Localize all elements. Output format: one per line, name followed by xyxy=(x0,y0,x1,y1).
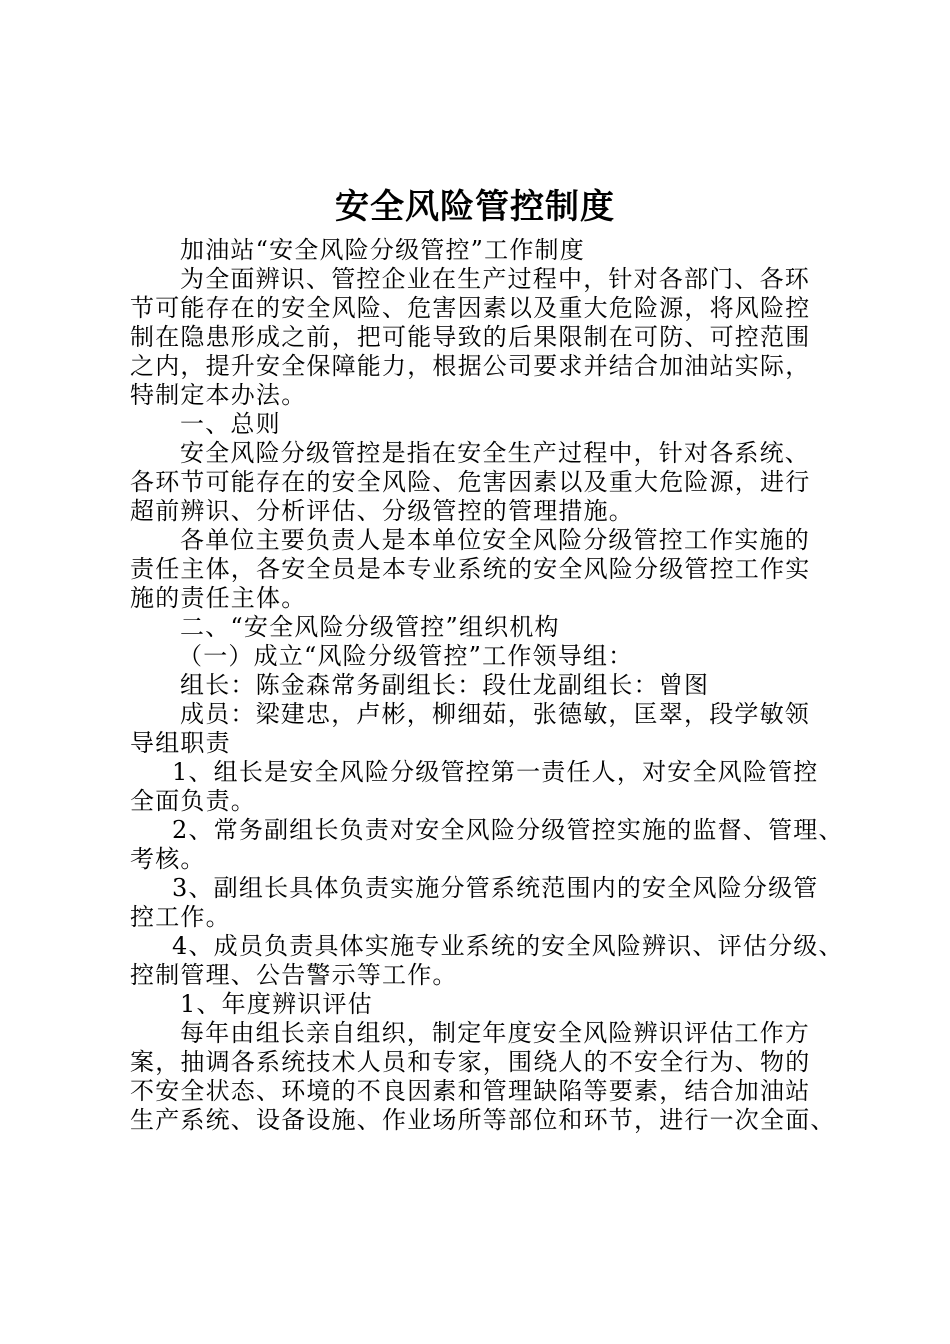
paragraph-line: 各单位主要负责人是本单位安全风险分级管控工作实施的 xyxy=(180,526,810,554)
section-heading: 1、年度辨识评估 xyxy=(180,990,373,1018)
list-item: 4、成员负责具体实施专业系统的安全风险辨识、评估分级、 xyxy=(172,932,844,960)
section-heading: 二、“安全风险分级管控”组织机构 xyxy=(180,613,560,641)
paragraph-line: 责任主体，各安全员是本专业系统的安全风险分级管控工作实 xyxy=(130,555,811,583)
paragraph-line: 案，抽调各系统技术人员和专家，围绕人的不安全行为、物的 xyxy=(130,1048,811,1076)
document-title: 安全风险管控制度 xyxy=(335,187,615,227)
paragraph-line: 安全风险分级管控是指在安全生产过程中，针对各系统、 xyxy=(180,439,810,467)
paragraph-line: 成员：梁建忠，卢彬，柳细茹，张德敏，匡翠，段学敏领 xyxy=(180,700,810,728)
paragraph-line: 各环节可能存在的安全风险、危害因素以及重大危险源，进行 xyxy=(130,468,811,496)
paragraph-line: 施的责任主体。 xyxy=(130,584,307,612)
paragraph-line: 节可能存在的安全风险、危害因素以及重大危险源，将风险控 xyxy=(130,294,811,322)
paragraph-line: 为全面辨识、管控企业在生产过程中，针对各部门、各环 xyxy=(180,265,810,293)
paragraph-line: 每年由组长亲自组织，制定年度安全风险辨识评估工作方 xyxy=(180,1019,810,1047)
list-item: 1、组长是安全风险分级管控第一责任人，对安全风险管控 xyxy=(172,758,819,786)
document-body xyxy=(130,236,850,1135)
paragraph-line: 特制定本办法。 xyxy=(130,381,307,409)
list-item-continuation: 考核。 xyxy=(130,845,206,873)
list-item-continuation: 控制管理、公告警示等工作。 xyxy=(130,961,458,989)
subtitle-line: 加油站“安全风险分级管控”工作制度 xyxy=(180,236,585,264)
subsection-heading: （一）成立“风险分级管控”工作领导组： xyxy=(178,642,634,670)
list-item-continuation: 控工作。 xyxy=(130,903,231,931)
paragraph-line: 生产系统、设备设施、作业场所等部位和环节，进行一次全面、 xyxy=(130,1106,836,1134)
paragraph-line: 制在隐患形成之前，把可能导致的后果限制在可防、可控范围 xyxy=(130,323,811,351)
paragraph-line: 导组职责 xyxy=(130,729,231,757)
list-item: 2、常务副组长负责对安全风险分级管控实施的监督、管理、 xyxy=(172,816,844,844)
section-heading: 一、总则 xyxy=(180,410,281,438)
list-item-continuation: 全面负责。 xyxy=(130,787,256,815)
paragraph-line: 不安全状态、环境的不良因素和管理缺陷等要素，结合加油站 xyxy=(130,1077,811,1105)
list-item: 3、副组长具体负责实施分管系统范围内的安全风险分级管 xyxy=(172,874,819,902)
paragraph-line: 之内，提升安全保障能力，根据公司要求并结合加油站实际， xyxy=(130,352,811,380)
paragraph-line: 超前辨识、分析评估、分级管控的管理措施。 xyxy=(130,497,634,525)
paragraph-line: 组长：陈金森常务副组长：段仕龙副组长：曾图 xyxy=(180,671,710,699)
